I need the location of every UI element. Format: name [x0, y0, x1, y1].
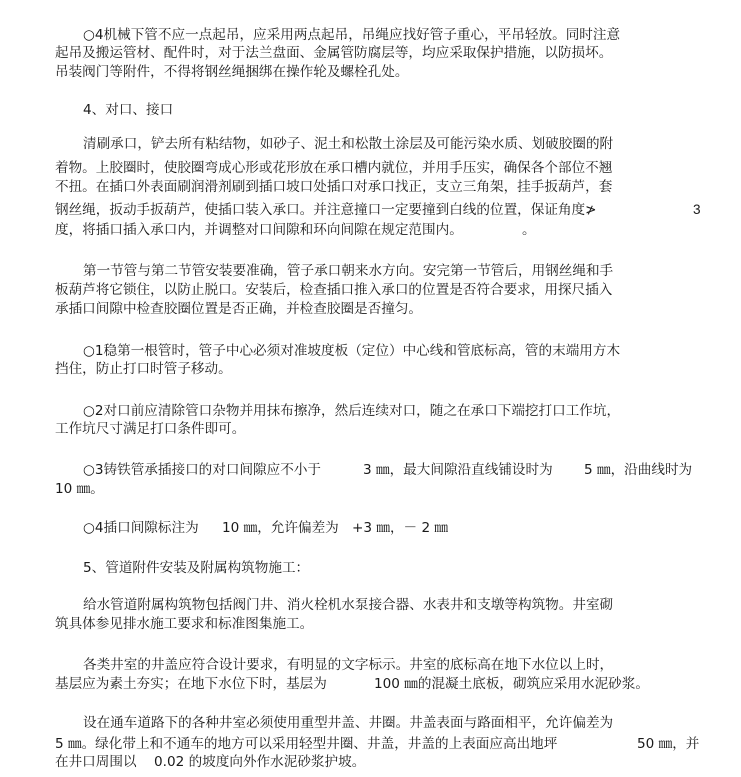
p6-segment-d: 10 ㎜。 [55, 481, 104, 497]
p2-line-2: 着物。上胶圈时，使胶圈弯成心形或花形放在承口槽内就位，并用手压实，确保各个部位不翘 [55, 160, 613, 176]
p2-line-5: 度，将插口插入承口内，并调整对口间隙和环向间隙在规定范围内。 [55, 222, 463, 238]
p2-line-4-angle: 3 [693, 202, 701, 217]
p6-segment-a: ○3铸铁管承插接口的对口间隙应不小于 [83, 462, 322, 478]
p5-line-2: 工作坑尺寸满足打口条件即可。 [55, 421, 246, 437]
p2-line-3: 不扭。在插口外表面刷润滑剂刷到插口坡口处插口对承口找正，支立三角架，挂手扳葫芦，套 [55, 179, 613, 195]
section-heading-5: 5、管道附件安装及附属构筑物施工： [83, 560, 310, 576]
p5-line-1: ○2对口前应清除管口杂物并用抹布擦净，然后连续对口，随之在承口下端挖打口工作坑， [83, 403, 621, 419]
p1-line-3: 吊装阀门等附件，不得将钢丝绳捆绑在操作轮及螺栓孔处。 [55, 64, 409, 80]
p3-line-2: 板葫芦将它锁住，以防止脱口。安装后，检查插口推入承口的位置是否符合要求，用探尺插入 [55, 282, 613, 298]
p8-line-1: 给水管道附属构筑物包括阀门井、消火栓机水泵接合器、水表井和支墩等构筑物。井室砌 [83, 597, 614, 613]
p8-line-2: 筑具体参见排水施工要求和标准图集施工。 [55, 616, 314, 632]
p1-line-2: 起吊及搬运管材、配件时，对于法兰盘面、金属管防腐层等，均应采取保护措施，以防损坏。 [55, 45, 613, 61]
p9-line-1: 各类井室的井盖应符合设计要求，有明显的文字标示。井室的底标高在地下水位以上时， [83, 657, 614, 673]
p7-segment-b: 10 ㎜，允许偏差为 [222, 520, 339, 536]
p2-line-1: 清刷承口，铲去所有粘结物，如砂子、泥土和松散土涂层及可能污染水质、划破胶圈的附 [83, 136, 614, 152]
p7-segment-c: +3 ㎜，－ 2 ㎜ [352, 520, 449, 536]
p9-line-2-tail: 100 ㎜的混凝土底板，砌筑应采用水泥砂浆。 [374, 676, 649, 692]
p10-line-2: 5 ㎜。绿化带上和不通车的地方可以采用轻型井圈、井盖，井盖的上表面应高出地坪 [55, 736, 558, 752]
p3-line-3: 承插口间隙中检查胶圈位置是否正确，并检查胶圈是否撞匀。 [55, 301, 423, 317]
p7-segment-a: ○4插口间隙标注为 [83, 520, 199, 536]
p1-line-1: ○4机械下管不应一点起吊，应采用两点起吊，吊绳应找好管子重心，平吊轻放。同时注意 [83, 27, 621, 43]
p10-line-2-tail: 50 ㎜，并 [637, 736, 700, 752]
p9-line-2: 基层应为素土夯实；在地下水位下时，基层为 [55, 676, 327, 692]
p2-line-5-mark: 。 [522, 222, 536, 238]
p2-line-4: 钢丝绳，扳动手扳葫芦，使插口装入承口。并注意撞口一定要撞到白线的位置，保证角度≯ [55, 202, 597, 218]
p10-line-3: 在井口周围以 [55, 754, 137, 770]
p10-line-3-tail: 0.02 的坡度向外作水泥砂浆护坡。 [154, 754, 366, 770]
p6-segment-b: 3 ㎜，最大间隙沿直线铺设时为 [363, 462, 553, 478]
p3-line-1: 第一节管与第二节管安装要准确，管子承口朝来水方向。安完第一节管后，用钢丝绳和手 [83, 263, 614, 279]
section-heading-4: 4、对口、接口 [83, 102, 174, 118]
p4-line-1: ○1稳第一根管时，管子中心必须对准坡度板（定位）中心线和管底标高，管的末端用方木 [83, 343, 621, 359]
p6-segment-c: 5 ㎜，沿曲线时为 [584, 462, 693, 478]
p10-line-1: 设在通车道路下的各种井室必须使用重型井盖、井圈。井盖表面与路面相平，允许偏差为 [83, 715, 614, 731]
p4-line-2: 挡住，防止打口时管子移动。 [55, 361, 232, 377]
